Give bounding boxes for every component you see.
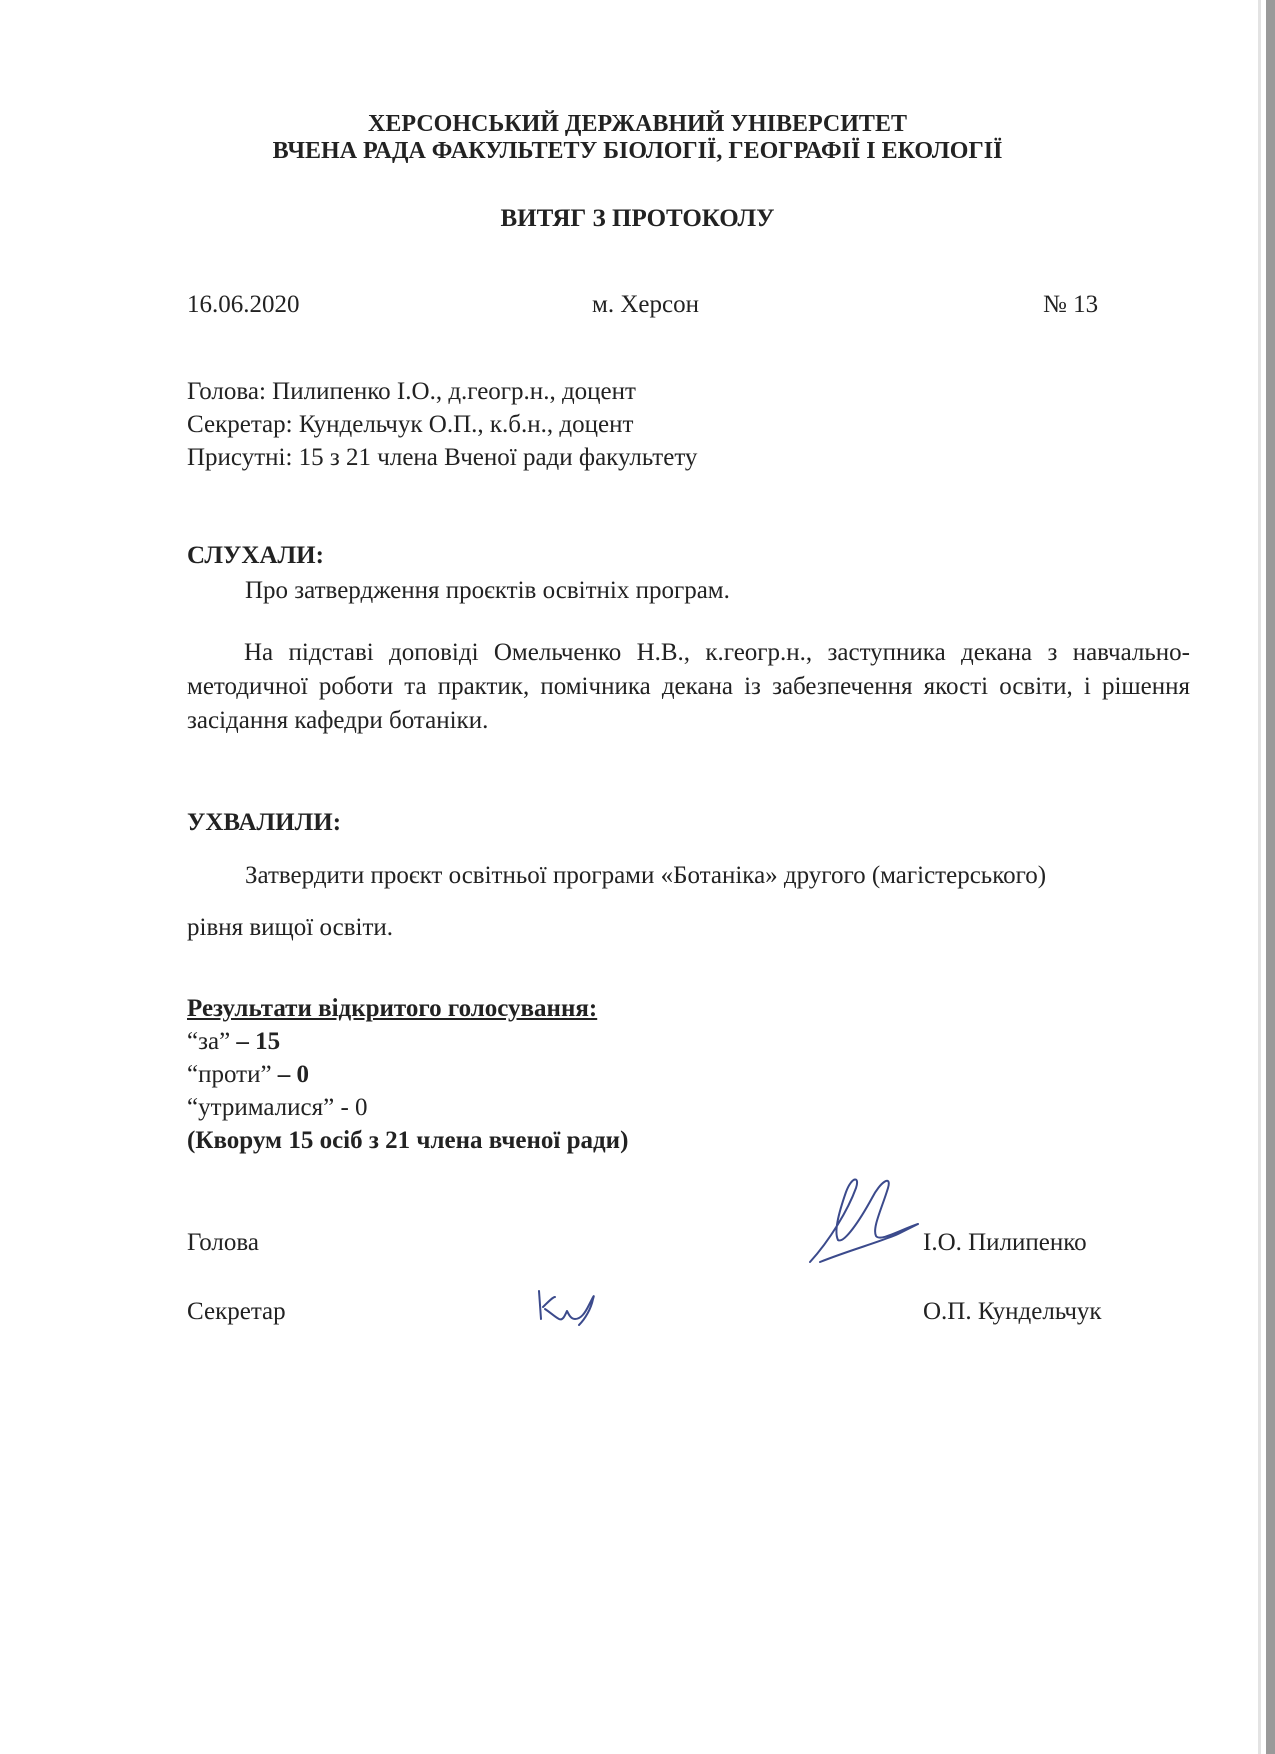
heard-subject: Про затвердження проєктів освітніх програм.: [245, 577, 730, 604]
university-name: ХЕРСОНСЬКИЙ ДЕРЖАВНИЙ УНІВЕРСИТЕТ: [368, 111, 907, 137]
resolved-heading: УХВАЛИЛИ:: [187, 809, 342, 836]
heard-heading: СЛУХАЛИ:: [187, 542, 324, 569]
vote-for-value: – 15: [236, 1028, 281, 1055]
protocol-date: 16.06.2020: [187, 291, 300, 318]
secretary-line: Секретар: Кундельчук О.П., к.б.н., доцент: [187, 411, 634, 438]
heard-basis: На підставі доповіді Омельченко Н.В., к.геогр.н., заступника декана з навчально-методичної роботи та практик, помічника декана із забезпечення якості освіти, і рішення засідання кафедри ботаніки.: [187, 639, 1190, 734]
secretary-signature: [535, 1285, 605, 1330]
document-title: ВИТЯГ З ПРОТОКОЛУ: [500, 205, 775, 232]
quorum-text: 15 осіб з 21 члена вченої ради: [288, 1127, 621, 1154]
present-line: Присутні: 15 з 21 члена Вченої ради факультету: [187, 444, 698, 471]
protocol-number: № 13: [1043, 291, 1099, 318]
resolved-line-1: Затвердити проєкт освітньої програми «Ботаніка» другого (магістерського): [245, 862, 1047, 889]
secretary-role: Секретар: [187, 1298, 286, 1325]
chair-role: Голова: [187, 1229, 259, 1256]
council-name: ВЧЕНА РАДА ФАКУЛЬТЕТУ БІОЛОГІЇ, ГЕОГРАФІЇ І ЕКОЛОГІЇ: [272, 138, 1003, 164]
quorum-open: (Кворум: [187, 1127, 289, 1154]
chair-name: І.О. Пилипенко: [923, 1229, 1087, 1256]
chair-signature: [800, 1170, 940, 1270]
vote-against-label: “проти”: [187, 1061, 272, 1088]
scan-edge-light: [1258, 0, 1261, 1754]
chair-line: Голова: Пилипенко І.О., д.геогр.н., доцент: [187, 378, 636, 405]
protocol-city: м. Херсон: [592, 291, 699, 318]
vote-against: [187, 1062, 309, 1087]
vote-abstained: “утрималися” - 0: [187, 1094, 368, 1121]
resolved-line-2: рівня вищої освіти.: [187, 914, 394, 941]
vote-heading: Результати відкритого голосування:: [187, 995, 598, 1022]
scan-edge: [1266, 0, 1275, 1754]
secretary-name: О.П. Кундельчук: [923, 1298, 1102, 1325]
quorum-close: ): [620, 1127, 629, 1154]
vote-for-label: “за”: [187, 1028, 231, 1055]
quorum-line: [187, 1128, 628, 1153]
vote-against-value: – 0: [277, 1061, 310, 1088]
vote-for: [187, 1029, 280, 1054]
